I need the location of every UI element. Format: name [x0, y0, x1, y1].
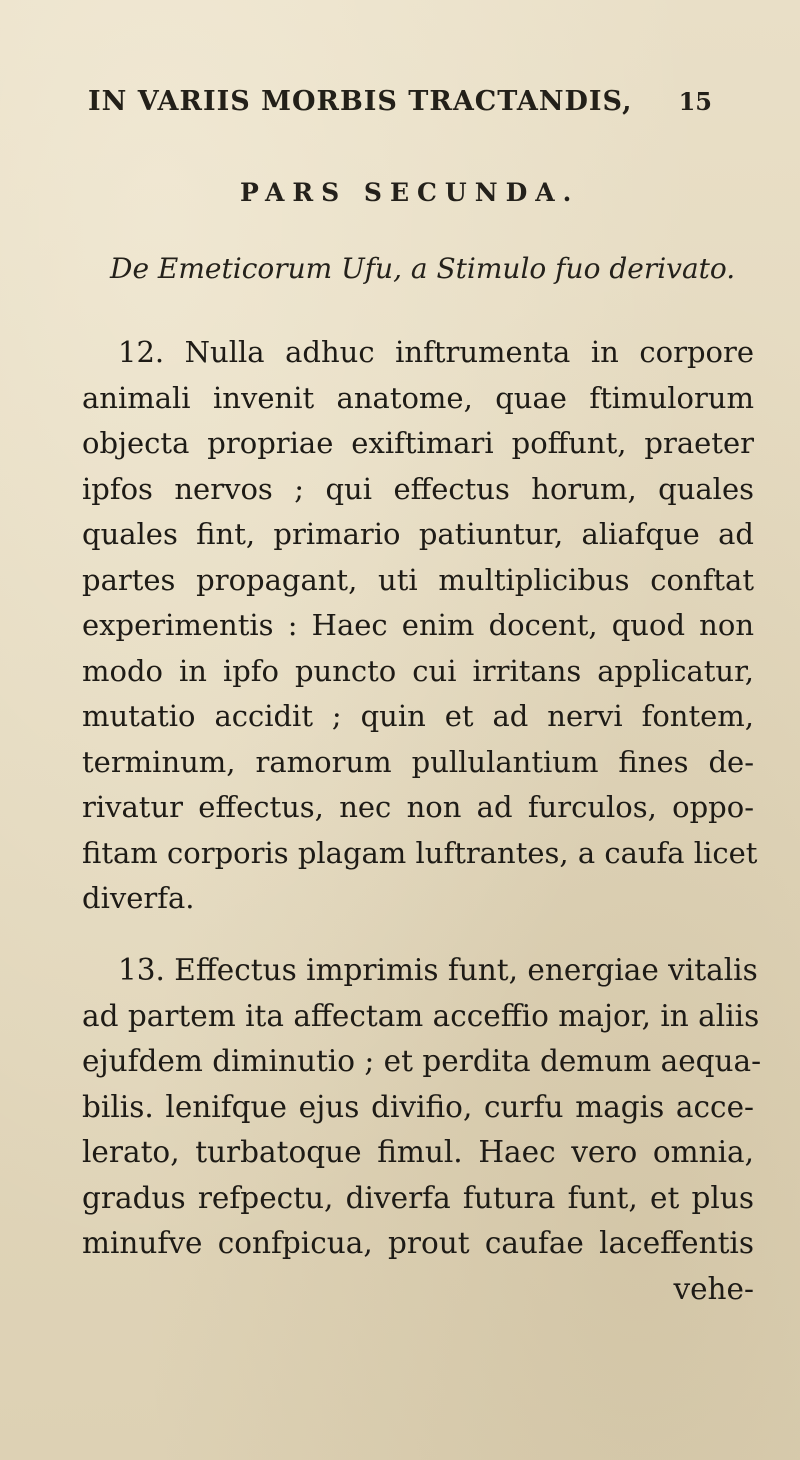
text-line: experimentis : Haec enim docent, quod non	[82, 608, 754, 642]
text-line: ejufdem diminutio ; et perdita demum aequa-	[82, 1044, 762, 1078]
running-title: IN VARIIS MORBIS TRACTANDIS,	[88, 86, 633, 117]
text-line: objecta propriae exiftimari poffunt, praeter	[82, 426, 754, 460]
text-line: mutatio accidit ; quin et ad nervi fontem,	[82, 699, 754, 733]
text-line: lerato, turbatoque fimul. Haec vero omnia,	[82, 1135, 754, 1169]
page-number: 15	[678, 87, 712, 116]
section-subtitle: De Emeticorum Ufu, a Stimulo fuo derivato.	[110, 252, 736, 285]
running-head	[88, 86, 728, 126]
text-line: fitam corporis plagam luftrantes, a caufa licet	[82, 835, 758, 870]
text-line: modo in ipfo puncto cui irritans applicatur,	[82, 653, 754, 688]
text-line: minufve confpicua, prout caufae laceffentis	[82, 1226, 754, 1260]
text-line: 12. Nulla adhuc inftrumenta in corpore	[118, 335, 754, 369]
text-line: diverfa.	[82, 881, 195, 915]
text-line: animali invenit anatome, quae ftimulorum	[82, 380, 754, 415]
text-line: gradus refpectu, diverfa futura funt, et plus	[82, 1180, 754, 1215]
section-heading: PARS SECUNDA.	[240, 178, 580, 207]
paragraph-13	[82, 948, 762, 1312]
text-line: ad partem ita affectam acceffio major, in aliis	[82, 998, 760, 1033]
text-line: ipfos nervos ; qui effectus horum, quales	[82, 471, 754, 506]
text-line: bilis. lenifque ejus divifio, curfu magis acce-	[82, 1089, 754, 1124]
paragraph-12	[82, 330, 758, 922]
text-line: quales fint, primario patiuntur, aliafque ad	[82, 517, 754, 551]
text-line: rivatur effectus, nec non ad furculos, oppo-	[82, 790, 754, 824]
text-line: 13. Effectus imprimis funt, energiae vitalis	[118, 953, 758, 987]
text-line: partes propagant, uti multiplicibus conftat	[82, 562, 754, 597]
text-line: terminum, ramorum pullulantium fines de-	[82, 744, 754, 779]
catchword: vehe-	[673, 1271, 754, 1306]
